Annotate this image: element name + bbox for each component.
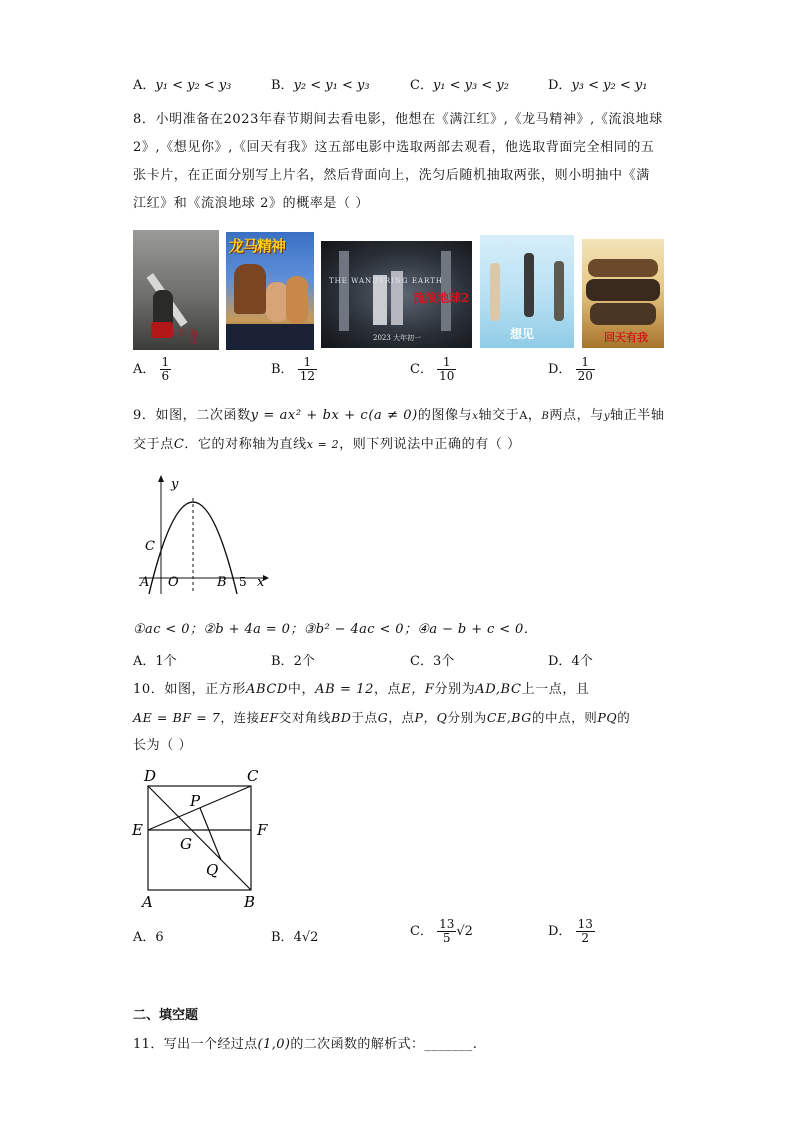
y-label: y [171, 477, 179, 492]
segment-pq [200, 808, 221, 860]
q10-option-d[interactable]: D． $\frac{13}{2}$ [548, 917, 593, 945]
q8-option-c[interactable]: C． $\frac{1}{10}$ [410, 355, 455, 383]
point-d-label: D [144, 767, 157, 785]
fraction: $\frac{13}{2}$ [577, 917, 593, 945]
fraction: $\frac{1}{12}$ [299, 355, 315, 383]
section-title-fill-in: 二、填空题 [133, 1008, 199, 1023]
q8-line-3: 张卡片，在正面分别写上片名，然后背面向上，洗匀后随机抽取两张，则小明抽中《满 [133, 168, 650, 183]
q10-question [133, 676, 673, 760]
q9-statements: ①ac < 0；②b + 4a = 0；③b² − 4ac < 0；④a − b + c < 0． [133, 622, 538, 637]
q9-options [133, 650, 693, 670]
q8-option-b[interactable]: B． $\frac{1}{12}$ [271, 355, 315, 383]
q8-option-a[interactable]: A． $\frac{1}{6}$ [133, 355, 170, 383]
q7-option-b[interactable]: B．y₂ < y₁ < y₃ [271, 78, 370, 93]
q8-line-4: 江红》和《流浪地球 2》的概率是（ ） [133, 196, 369, 211]
q7-option-a[interactable]: A．y₁ < y₂ < y₃ [133, 78, 232, 93]
fraction: $\frac{13}{5}$ [439, 917, 455, 945]
q8-options [133, 354, 693, 390]
poster-hui-tian-you-wo: 回天有我 [582, 239, 664, 348]
q8-line-2: 2》,《想见你》,《回天有我》这五部电影中选取两部去观看，他选取背面完全相同的五 [133, 140, 655, 155]
q9-option-a[interactable]: A．1个 [133, 654, 177, 669]
q9-line-2: 交于点C．它的对称轴为直线x = 2，则下列说法中正确的有（ ） [133, 437, 521, 452]
point-b-label: B [244, 893, 256, 911]
q8-option-d[interactable]: D． $\frac{1}{20}$ [548, 355, 593, 383]
y-axis-arrow [158, 475, 164, 482]
q10-option-a[interactable]: A．6 [133, 930, 164, 945]
q10-square-figure [128, 764, 278, 914]
q10-line-1: 10．如图，正方形ABCD中，AB = 12，点E，F分别为AD,BC上一点，且 [133, 682, 590, 697]
point-c-label: C [247, 767, 259, 785]
q7-option-d[interactable]: D．y₃ < y₂ < y₁ [548, 78, 648, 93]
point-c-label: C [145, 539, 155, 554]
five-label: 5 [239, 575, 247, 589]
poster-man-jiang-hong: 满江红 [133, 230, 219, 350]
point-f-label: F [257, 821, 268, 839]
q7-options [133, 74, 693, 94]
origin-label: O [168, 575, 179, 590]
poster-long-ma-jing-shen: 龙马精神 [226, 232, 314, 350]
fraction: $\frac{1}{20}$ [577, 355, 593, 383]
x-label: x [257, 575, 265, 590]
q9-question [133, 402, 673, 459]
q10-line-2: AE = BF = 7，连接EF交对角线BD于点G，点P，Q分别为CE,BG的中点，则PQ的 [133, 710, 631, 725]
point-a-label: A [142, 893, 153, 911]
q8-line-1: 8．小明准备在2023年春节期间去看电影，他想在《满江红》,《龙马精神》,《流浪地球 [133, 112, 663, 127]
poster-liu-lang-di-qiu-2: THE WANDERING EARTH 流浪地球2 2023 大年初一 [321, 241, 472, 348]
fraction: $\frac{1}{10}$ [439, 355, 455, 383]
point-q-label: Q [206, 861, 219, 879]
point-e-label: E [132, 821, 143, 839]
answer-blank[interactable]: _______ [424, 1037, 473, 1052]
q9-option-b[interactable]: B．2个 [271, 654, 315, 669]
q9-option-c[interactable]: C．3个 [410, 654, 455, 669]
point-g-label: G [180, 835, 192, 853]
q8-question [133, 106, 663, 218]
q11-question: 11．写出一个经过点(1,0)的二次函数的解析式：_______. [133, 1037, 478, 1052]
q9-line-1: 9．如图，二次函数y = ax² + bx + c(a ≠ 0)的图像与x轴交于A，B两点，与y轴正半轴 [133, 408, 665, 423]
point-p-label: P [190, 792, 201, 810]
q10-line-3: 长为（ ） [133, 738, 193, 753]
q7-option-c[interactable]: C．y₁ < y₃ < y₂ [410, 78, 509, 93]
q10-option-c[interactable]: C． $\frac{13}{5}$ √2 [410, 917, 473, 945]
point-a-label: A [140, 575, 150, 590]
q10-option-b[interactable]: B．4√2 [271, 930, 319, 945]
q9-option-d[interactable]: D．4个 [548, 654, 593, 669]
point-b-label: B [217, 575, 227, 590]
q10-options [133, 918, 693, 954]
q9-parabola-graph [133, 470, 273, 600]
poster-xiang-jian-ni: 想见 [480, 235, 574, 348]
fraction: $\frac{1}{6}$ [161, 355, 170, 383]
